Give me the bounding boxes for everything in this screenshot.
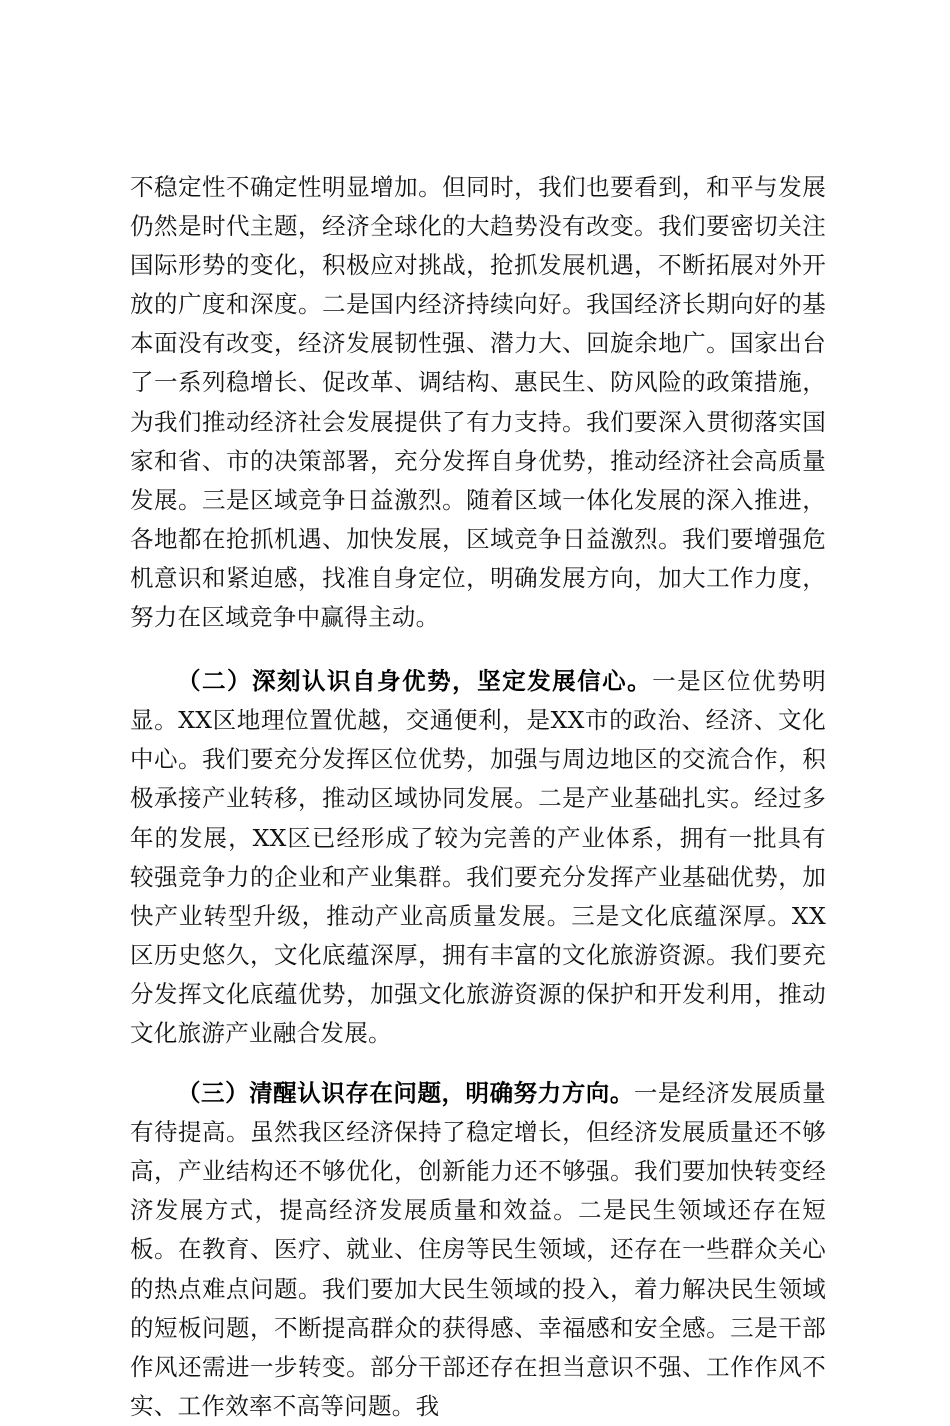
paragraph-spacer <box>130 637 826 662</box>
paragraph-body: 一是经济发展质量有待提高。虽然我区经济保持了稳定增长，但经济发展质量还不够高，产业结构还不够优化，创新能力还不够强。我们要加快转变经济发展方式，提高经济发展质量和效益。二是民生领域还存在短板。在教育、医疗、就业、住房等民生领域，还存在一些群众关心的热点难点问题。我们要加大民生领域的投入，着力解决民生领域的短板问题，不断提高群众的获得感、幸福感和安全感。三是干部作风还需进一步转变。部分干部还存在担当意识不强、工作作风不实、工作效率不高等问题。我 <box>130 1079 826 1420</box>
paragraph-spacer <box>130 1053 826 1074</box>
section-heading: （二）深刻认识自身优势，坚定发展信心。 <box>177 667 653 696</box>
paragraph-section-two <box>130 662 826 1053</box>
paragraph-body: 一是区位优势明显。XX区地理位置优越，交通便利，是XX市的政治、经济、文化中心。我们要充分发挥区位优势，加强与周边地区的交流合作，积极承接产业转移，推动区域协同发展。二是产业基础扎实。经过多年的发展，XX区已经形成了较为完善的产业体系，拥有一批具有较强竞争力的企业和产业集群。我们要充分发挥产业基础优势，加快产业转型升级，推动产业高质量发展。三是文化底蕴深厚。XX区历史悠久，文化底蕴深厚，拥有丰富的文化旅游资源。我们要充分发挥文化底蕴优势，加强文化旅游资源的保护和开发利用，推动文化旅游产业融合发展。 <box>130 667 827 1047</box>
document-page <box>130 168 826 1426</box>
paragraph-body: 不稳定性不确定性明显增加。但同时，我们也要看到，和平与发展仍然是时代主题，经济全球化的大趋势没有改变。我们要密切关注国际形势的变化，积极应对挑战，抢抓发展机遇，不断拓展对外开放的广度和深度。二是国内经济持续向好。我国经济长期向好的基本面没有改变，经济发展韧性强、潜力大、回旋余地广。国家出台了一系列稳增长、促改革、调结构、惠民生、防风险的政策措施，为我们推动经济社会发展提供了有力支持。我们要深入贯彻落实国家和省、市的决策部署，充分发挥自身优势，推动经济社会高质量发展。三是区域竞争日益激烈。随着区域一体化发展的深入推进，各地都在抢抓机遇、加快发展，区域竞争日益激烈。我们要增强危机意识和紧迫感，找准自身定位，明确发展方向，加大工作力度，努力在区域竞争中赢得主动。 <box>130 173 826 632</box>
paragraph-continuation <box>130 168 826 637</box>
paragraph-section-three <box>130 1074 826 1426</box>
section-heading: （三）清醒认识存在问题，明确努力方向。 <box>177 1079 634 1108</box>
